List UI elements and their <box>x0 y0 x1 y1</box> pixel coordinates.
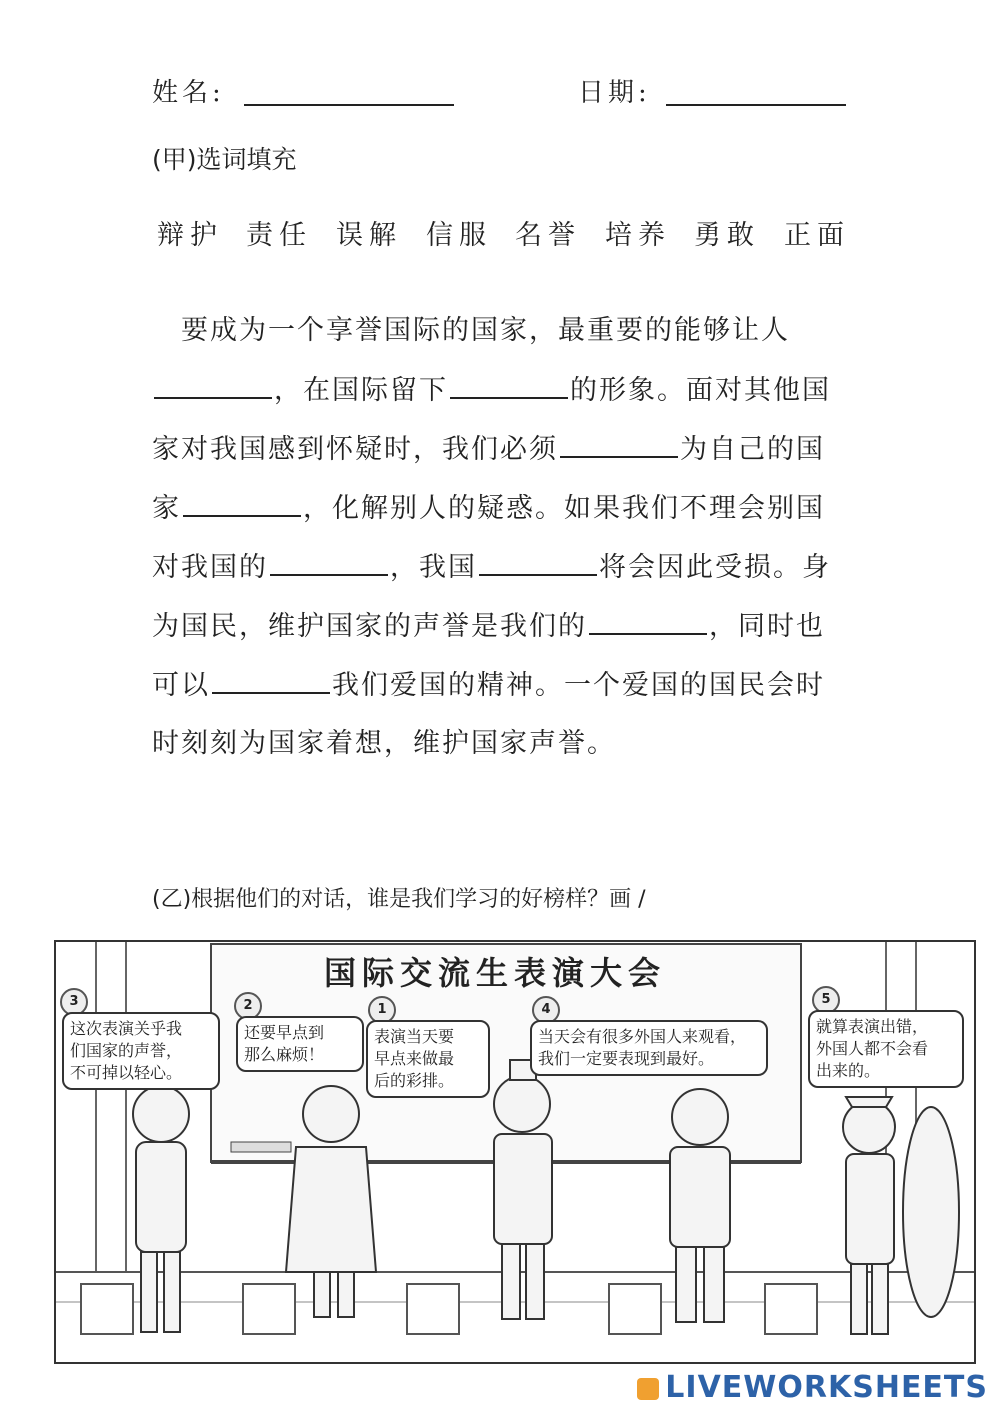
word-bank-item: 名誉 <box>515 220 581 251</box>
word-bank-item: 辩护 <box>157 220 223 251</box>
paragraph-line: 要成为一个享誉国际的国家，最重要的能够让人 <box>152 315 790 346</box>
date-field[interactable] <box>666 104 846 106</box>
blank-4[interactable] <box>183 491 301 517</box>
liveworksheets-logo: LIVEWORKSHEETS <box>637 1370 988 1405</box>
paragraph-line: 家 ，化解别人的疑惑。如果我们不理会别国 <box>152 493 825 524</box>
name-label: 姓名: <box>152 78 225 108</box>
word-bank-item: 信服 <box>426 220 492 251</box>
word-bank-item: 培养 <box>605 220 671 251</box>
speech-bubble: 还要早点到 那么麻烦！ <box>236 1016 364 1072</box>
paragraph-line: 时刻刻为国家着想，维护国家声誉。 <box>152 728 616 759</box>
answer-box-3[interactable] <box>80 1283 134 1335</box>
dialogue-number: 2 <box>234 992 262 1020</box>
paragraph-line: 可以 我们爱国的精神。一个爱国的国民会时 <box>152 670 825 701</box>
answer-box-4[interactable] <box>608 1283 662 1335</box>
speech-bubble: 表演当天要 早点来做最 后的彩排。 <box>366 1020 490 1098</box>
dialogue-number: 1 <box>368 996 396 1024</box>
name-field[interactable] <box>244 104 454 106</box>
speech-bubble: 这次表演关乎我 们国家的声誉， 不可掉以轻心。 <box>62 1012 220 1090</box>
blank-6[interactable] <box>479 550 597 576</box>
blank-8[interactable] <box>212 668 330 694</box>
word-bank-item: 正面 <box>784 220 850 251</box>
paragraph-line: ，在国际留下 的形象。面对其他国 <box>152 373 831 408</box>
logo-icon <box>637 1378 659 1400</box>
section-a-title: (甲)选词填充 <box>152 145 297 174</box>
banner-title: 国际交流生表演大会 <box>324 954 667 992</box>
word-bank-item: 误解 <box>336 220 402 251</box>
word-bank-item: 勇敢 <box>694 220 760 251</box>
dialogue-number: 4 <box>532 996 560 1024</box>
blank-2[interactable] <box>450 373 568 399</box>
answer-box-5[interactable] <box>764 1283 818 1335</box>
date-label: 日期: <box>578 78 651 108</box>
blank-1[interactable] <box>154 373 272 399</box>
answer-box-2[interactable] <box>242 1283 296 1335</box>
paragraph-line: 家对我国感到怀疑时，我们必须 为自己的国 <box>152 434 825 465</box>
paragraph-line: 对我国的 ，我国 将会因此受损。身 <box>152 552 831 583</box>
speech-bubble: 就算表演出错， 外国人都不会看 出来的。 <box>808 1010 964 1088</box>
paragraph-line: 为国民，维护国家的声誉是我们的 ，同时也 <box>152 611 825 642</box>
speech-bubble: 当天会有很多外国人来观看， 我们一定要表现到最好。 <box>530 1020 768 1076</box>
illustration-scene <box>54 940 976 1364</box>
dialogue-number: 5 <box>812 986 840 1014</box>
word-bank-item: 责任 <box>246 220 312 251</box>
blank-3[interactable] <box>560 432 678 458</box>
answer-box-1[interactable] <box>406 1283 460 1335</box>
dialogue-number: 3 <box>60 988 88 1016</box>
blank-5[interactable] <box>270 550 388 576</box>
blank-7[interactable] <box>589 609 707 635</box>
section-b-title: (乙)根据他们的对话，谁是我们学习的好榜样？画 / <box>152 887 646 912</box>
